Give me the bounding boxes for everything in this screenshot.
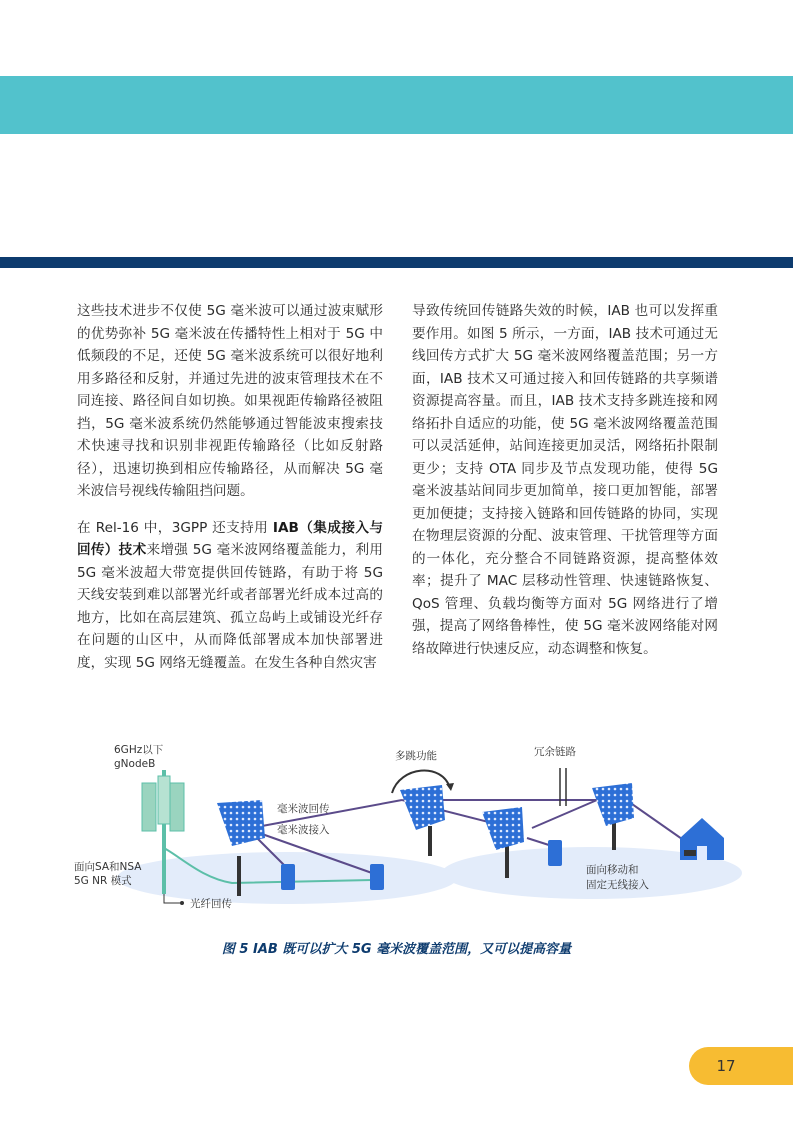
label-mode-line2: 5G NR 模式 — [74, 875, 132, 887]
iab-term: IAB（集成接入与回传）技术 — [77, 519, 383, 558]
label-redundant: 冗余链路 — [534, 746, 576, 758]
figure-caption: 图 5 IAB 既可以扩大 5G 毫米波覆盖范围，又可以提高容量 — [221, 942, 572, 957]
page-number: 17 — [716, 1057, 736, 1075]
label-mode-line1: 面向SA和NSA — [74, 861, 142, 873]
label-fwa-line2: 固定无线接入 — [586, 879, 649, 891]
right-paragraph-1: 导致传统回传链路失效的时候，IAB 也可以发挥重要作用。如图 5 所示，一方面，IAB 技术可通过无线回传方式扩大 5G 毫米波网络覆盖范围；另一方面，IAB 技术又可通过接入和回传链路的共享频谱资源提高容量。而且，IAB 技术支持多跳连接和网络拓扑自适应的功能，使 5G 毫米波网络覆盖范围可以灵活延伸，站间连接更加灵活，网络拓扑限制更少；支持 OTA 同步及节点发现功能，使得 5G 毫米波基站间同步更加简单，接口更加智能，部署更加便捷；支持接入链路和回传链路的协同，实现在物理层资源的分配、波束管理、干扰管理等方面的一体化，充分整合不同链路资源，提高整体效率；提升了 MAC 层移动性管理、快速链路恢复、QoS 管理、负载均衡等方面对 5G 网络进行了增强，提高了网络鲁棒性，使 5G 毫米波网络能对网络故障进行快速反应，动态调整和恢复。 — [412, 303, 718, 657]
small-cell-2-icon — [400, 785, 445, 856]
header-navy-rule — [0, 257, 793, 268]
phone-2-icon — [370, 864, 384, 890]
phone-1-icon — [281, 864, 295, 890]
label-mmw-backhaul: 毫米波回传 — [277, 803, 330, 815]
label-gnodeb-line2: gNodeB — [114, 758, 156, 770]
left-column — [77, 300, 383, 688]
left-paragraph-1: 这些技术进步不仅使 5G 毫米波可以通过波束赋形的优势弥补 5G 毫米波在传播特性上相对于 5G 中低频段的不足，还使 5G 毫米波系统可以很好地利用多路径和反射，并通过先进的波束管理技术在不同连接、路径间自如切换。如果视距传输路径被阻挡，5G 毫米波系统仍然能够通过智能波束搜索技术快速寻找和识别非视距传输路径（比如反射路径），迅速切换到相应传输路径，从而解决 5G 毫米波信号视线传输阻挡问题。 — [77, 303, 383, 499]
label-mmw-access: 毫米波接入 — [277, 824, 330, 836]
right-column — [412, 300, 718, 674]
phone-3-icon — [548, 840, 562, 866]
house-icon — [680, 818, 724, 860]
page-number-tab — [689, 1047, 793, 1085]
small-cell-4-icon — [592, 783, 634, 850]
label-fwa-line1: 面向移动和 — [586, 864, 639, 876]
left-paragraph-2: 在 Rel-16 中，3GPP 还支持用 IAB（集成接入与回传）技术来增强 5G 毫米波网络覆盖能力，利用 5G 毫米波超大带宽提供回传链路，有助于将 5G 天线安装到难以部署光纤或者部署光纤成本过高的地方，比如在高层建筑、孤立岛屿上或铺设光纤存在问题的山区中，从而降低部署成本加快部署进度，实现 5G 网络无缝覆盖。在发生各种自然灾害 — [77, 519, 383, 671]
label-multihop: 多跳功能 — [395, 750, 437, 762]
header-teal-band — [0, 76, 793, 134]
label-fiber: 光纤回传 — [190, 898, 232, 910]
iab-figure — [72, 738, 748, 918]
label-gnodeb-line1: 6GHz以下 — [114, 744, 164, 756]
